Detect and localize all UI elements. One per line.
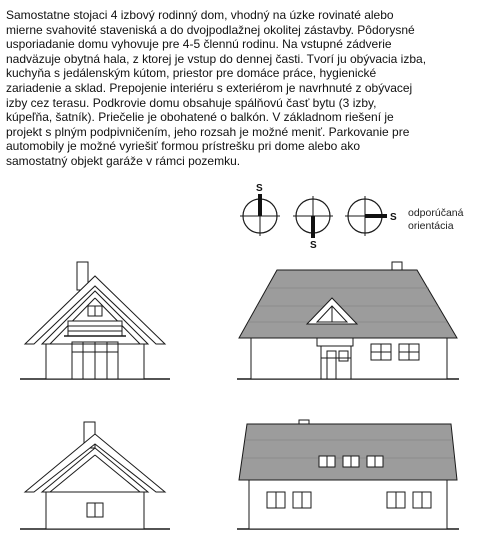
south-label: S	[390, 212, 397, 223]
description-line: mierne svahovité staveniská a do dvojpodlažnej okolitej zástavby. Pôdorysné	[6, 22, 415, 37]
description-line: nadväzuje obytná hala, z ktorej je vstup do dennej časti. Tvorí ju obývacia izba,	[6, 51, 427, 66]
description-text	[6, 8, 476, 169]
orientation-legend	[408, 207, 463, 233]
legend-line-1: odporúčaná	[408, 207, 464, 219]
description-line: usporiadanie domu vyhovuje pre 4-5 člennú rodinu. Na vstupné zádverie	[6, 37, 392, 52]
compass-icon-south-bottom	[293, 196, 333, 251]
south-label: S	[256, 183, 263, 194]
description-line: Samostatne stojaci 4 izbový rodinný dom, vhodný na úzke rovinaté alebo	[6, 8, 394, 22]
compass-icon-south-right	[345, 196, 397, 236]
south-label: S	[310, 240, 317, 251]
compass-icon-south-top	[240, 183, 280, 236]
description-line: samostatný objekt garáže v rámci pozemku.	[6, 153, 241, 168]
description-line: projekt s plným podpivničením, jeho rozsah je možné meniť. Parkovanie pre	[6, 124, 410, 139]
side-elevation-entrance	[237, 258, 459, 388]
rear-side-elevation	[237, 418, 459, 538]
front-gable-elevation	[20, 258, 170, 388]
legend-line-2: orientácia	[408, 220, 454, 232]
description-line: kuchyňa s jedálenským kútom, priestor pre domáce práce, hygienické	[6, 66, 377, 81]
description-line: izby cez terasu. Podkrovie domu obsahuje spálňovú časť bytu (3 izby,	[6, 95, 377, 110]
description-line: automobily je možné vyriešiť formou prístrešku pri dome alebo ako	[6, 139, 360, 154]
description-line: kúpeľňa, šatník). Priečelie je obohatené o balkón. V základnom riešení je	[6, 110, 394, 125]
rear-gable-elevation	[20, 418, 170, 538]
description-line: zariadenie a sklad. Prepojenie interiéru s exteriérom je navrhnuté z obývacej	[6, 80, 413, 95]
